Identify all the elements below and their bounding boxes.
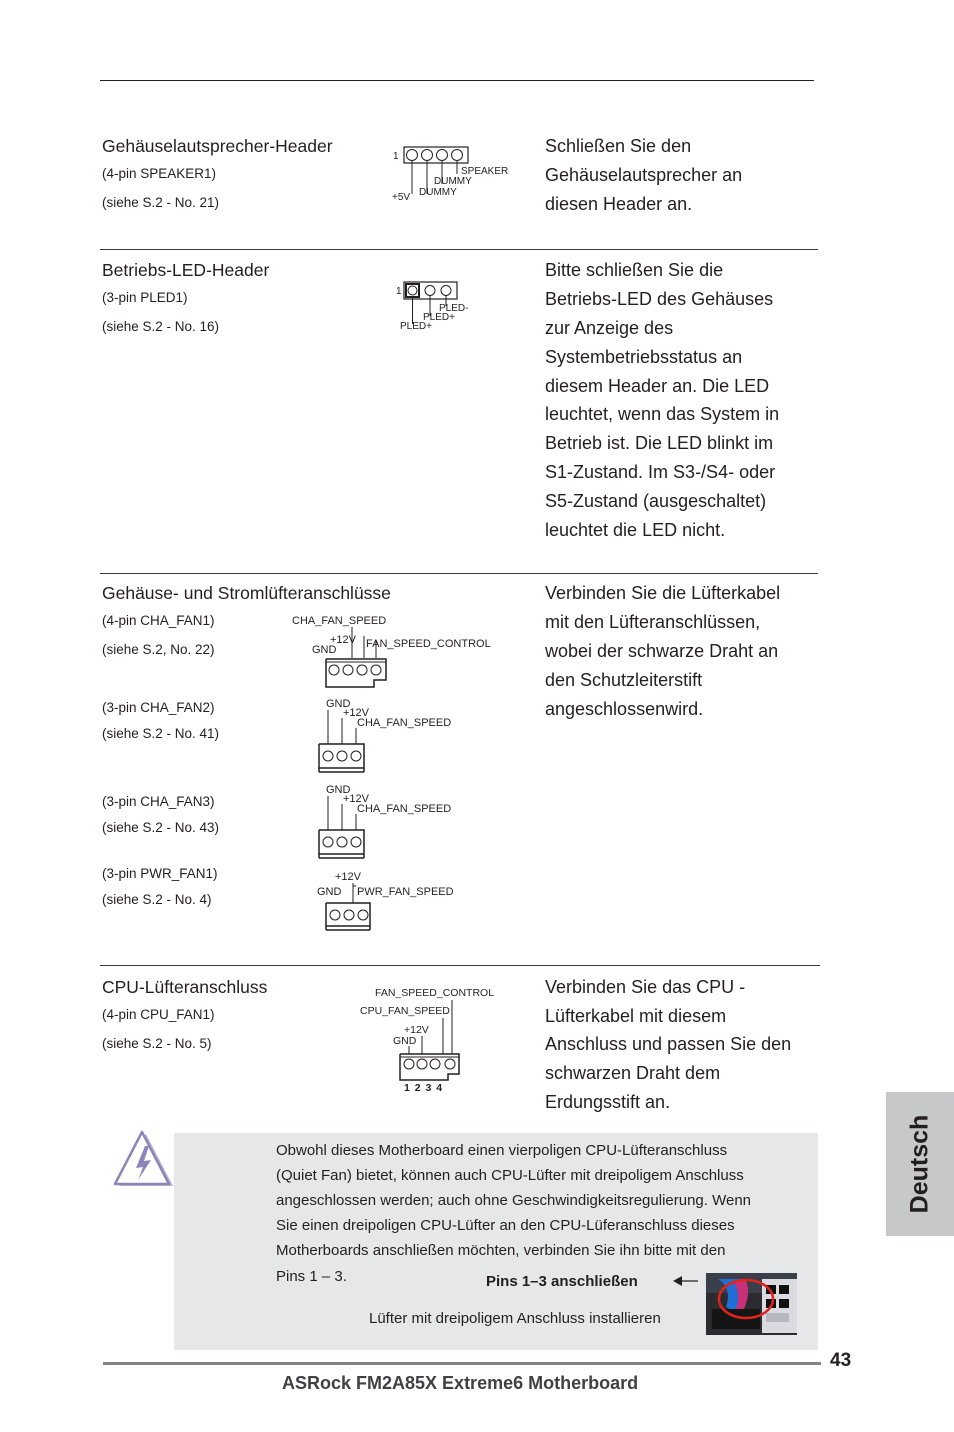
cha-fan3-diagram — [316, 782, 466, 864]
install-label: Lüfter mit dreipoligem Anschluss installieren — [369, 1310, 661, 1327]
cpu-fan-ref: (siehe S.2 - No. 5) — [102, 1036, 212, 1051]
fan-pin — [351, 751, 361, 761]
fan-pin — [404, 1059, 414, 1069]
led-desc-line: S5-Zustand (ausgeschaltet) — [545, 491, 767, 511]
cha-fan3-ref: (siehe S.2 - No. 43) — [102, 820, 220, 835]
cha-fan2-ref: (siehe S.2 - No. 41) — [102, 726, 220, 741]
cha-fan3-connector — [319, 830, 364, 854]
led-desc-line: diesem Header an. Die LED — [545, 376, 770, 396]
cha-fan2-connector — [319, 744, 364, 768]
fan-pin — [371, 665, 381, 675]
led-desc-line: zur Anzeige des — [545, 318, 674, 338]
dummy-label: DUMMY — [434, 176, 472, 187]
note-line: Sie einen dreipoligen CPU-Lüfter an den CPU-Lüferanschluss dieses — [276, 1217, 735, 1234]
speaker-title: Gehäuselautsprecher-Header — [102, 136, 333, 156]
gnd-label: GND — [312, 644, 337, 656]
speaker-label: SPEAKER — [461, 166, 509, 177]
led-desc-line: Betrieb ist. Die LED blinkt im — [545, 433, 774, 453]
fan-pin — [430, 1059, 440, 1069]
arrow-left-icon — [672, 1274, 700, 1288]
speaker-pin — [422, 150, 433, 161]
led-desc-line: leuchtet, wenn das System in — [545, 404, 780, 424]
cpu-desc-line: Erdungsstift an. — [545, 1092, 671, 1112]
cpu-fan-title: CPU-Lüfteranschluss — [102, 977, 268, 997]
cha-fan2-pins: (3-pin CHA_FAN2) — [102, 700, 215, 715]
note-line: Motherboards anschließen möchten, verbinden Sie ihn bitte mit den — [276, 1242, 726, 1259]
pled-pin — [441, 286, 451, 296]
pled-plus-label: PLED+ — [400, 321, 432, 332]
language-tab — [886, 1092, 954, 1236]
led-desc-line: leuchtet die LED nicht. — [545, 520, 726, 540]
fan-pin — [337, 751, 347, 761]
plus12v-label: +12V — [343, 793, 369, 805]
cpu-fan-speed-label: CPU_FAN_SPEED — [360, 1005, 450, 1017]
pwr-fan1-ref: (siehe S.2 - No. 4) — [102, 892, 212, 907]
plus12v-label: +12V — [343, 707, 369, 719]
speaker-pin — [437, 150, 448, 161]
pwr-fan-speed-label: PWR_FAN_SPEED — [357, 886, 454, 898]
cpu-desc-line: Anschluss und passen Sie den — [545, 1034, 792, 1054]
fan-pin — [323, 837, 333, 847]
cha-fan1-ref: (siehe S.2, No. 22) — [102, 642, 215, 657]
fan-pin — [445, 1059, 455, 1069]
pwr-fan1-pins: (3-pin PWR_FAN1) — [102, 866, 218, 881]
pins-label: Pins 1–3 anschließen — [486, 1273, 638, 1290]
fan-pin — [337, 837, 347, 847]
led-pins: (3-pin PLED1) — [102, 290, 188, 305]
plus12v-label: +12V — [404, 1024, 429, 1036]
cpu-fan-pins: (4-pin CPU_FAN1) — [102, 1007, 215, 1022]
speaker-desc-line: Gehäuselautsprecher an — [545, 165, 743, 185]
section-divider — [100, 573, 818, 574]
speaker-pin — [407, 150, 418, 161]
speaker-pins: (4-pin SPEAKER1) — [102, 166, 217, 181]
cha-fan3-pins: (3-pin CHA_FAN3) — [102, 794, 215, 809]
cpu-desc-line: Lüfterkabel mit diesem — [545, 1006, 727, 1026]
fan-speed-control-label: FAN_SPEED_CONTROL — [375, 987, 495, 999]
fans-desc-line: mit den Lüfteranschlüssen, — [545, 612, 761, 632]
footer-rule — [103, 1362, 821, 1365]
pled-plus-label: PLED+ — [423, 312, 455, 323]
speaker-desc-line: Schließen Sie den — [545, 136, 692, 156]
plus12v-label: +12V — [335, 871, 361, 883]
fan-pin — [351, 837, 361, 847]
fans-desc-line: wobei der schwarze Draht an — [545, 641, 779, 661]
fans-title: Gehäuse- und Stromlüfteranschlüsse — [102, 583, 391, 603]
page-number: 43 — [830, 1350, 852, 1371]
pled-minus-label: PLED- — [439, 303, 469, 314]
note-line: Pins 1 – 3. — [276, 1268, 347, 1285]
note-line: (Quiet Fan) bietet, können auch CPU-Lüfter mit dreipoligem Anschluss — [276, 1167, 744, 1184]
fans-desc-line: den Schutzleiterstift — [545, 670, 703, 690]
plus12v-label: +12V — [330, 634, 356, 646]
gnd-label: GND — [326, 698, 351, 710]
note-line: Obwohl dieses Motherboard einen vierpoligen CPU-Lüfteranschluss — [276, 1142, 728, 1159]
footer-product: ASRock FM2A85X Extreme6 Motherboard — [282, 1373, 639, 1393]
fan-pin — [343, 665, 353, 675]
fan-pin — [358, 910, 368, 920]
led-desc-line: S1-Zustand. Im S3-/S4- oder — [545, 462, 776, 482]
gnd-label: GND — [393, 1035, 417, 1047]
cha-fan1-connector — [326, 659, 386, 687]
fan-connector-photo — [706, 1273, 797, 1335]
cpu-fan-diagram — [356, 984, 506, 1096]
cpu-fan-connector — [400, 1054, 459, 1080]
fan-pin — [417, 1059, 427, 1069]
fan-pin — [329, 665, 339, 675]
plus5v-label: +5V — [392, 192, 411, 203]
gnd-label: GND — [326, 784, 351, 796]
cha-fan-speed-label: CHA_FAN_SPEED — [357, 803, 452, 815]
fans-desc-line: Verbinden Sie die Lüfterkabel — [545, 583, 781, 603]
pled-header-diagram — [392, 278, 482, 334]
pwr-fan1-connector — [326, 903, 370, 926]
section-divider — [100, 249, 818, 250]
cha-fan-speed-label: CHA_FAN_SPEED — [357, 717, 452, 729]
fan-pin — [330, 910, 340, 920]
cpu-desc-line: Verbinden Sie das CPU - — [545, 977, 746, 997]
section-divider — [100, 965, 820, 966]
led-desc-line: Bitte schließen Sie die — [545, 260, 724, 280]
cha-fan-speed-label: CHA_FAN_SPEED — [292, 615, 387, 627]
cha-fan2-diagram — [316, 696, 466, 778]
speaker-header-diagram — [390, 140, 520, 204]
pled-pin1-label: 1 — [396, 286, 402, 297]
led-title: Betriebs-LED-Header — [102, 260, 270, 280]
fan-pin — [357, 665, 367, 675]
gnd-label: GND — [317, 886, 342, 898]
pin-numbers: 1 2 3 4 — [404, 1082, 443, 1094]
cha-fan1-pins: (4-pin CHA_FAN1) — [102, 613, 215, 628]
led-desc-line: Betriebs-LED des Gehäuses — [545, 289, 774, 309]
fan-pin — [323, 751, 333, 761]
note-line: angeschlossen werden; auch ohne Geschwindigkeitsregulierung. Wenn — [276, 1192, 752, 1209]
cpu-desc-line: schwarzen Draht dem — [545, 1063, 721, 1083]
speaker-pin1-label: 1 — [393, 151, 399, 162]
cha-fan1-diagram — [290, 612, 500, 692]
pled-pin — [425, 286, 435, 296]
top-rule — [100, 80, 814, 81]
led-desc-line: Systembetriebsstatus an — [545, 347, 743, 367]
pwr-fan1-diagram — [314, 868, 464, 934]
fan-speed-control-label: FAN_SPEED_CONTROL — [366, 638, 491, 650]
led-ref: (siehe S.2 - No. 16) — [102, 319, 220, 334]
fan-pin — [344, 910, 354, 920]
warning-triangle-icon — [112, 1130, 176, 1190]
pled-pin — [408, 286, 417, 295]
speaker-desc-line: diesen Header an. — [545, 194, 693, 214]
dummy-label: DUMMY — [419, 187, 457, 198]
speaker-pin — [452, 150, 463, 161]
language-tab-label: Deutsch — [905, 1114, 934, 1214]
fans-desc-line: angeschlossenwird. — [545, 699, 704, 719]
speaker-ref: (siehe S.2 - No. 21) — [102, 195, 220, 210]
